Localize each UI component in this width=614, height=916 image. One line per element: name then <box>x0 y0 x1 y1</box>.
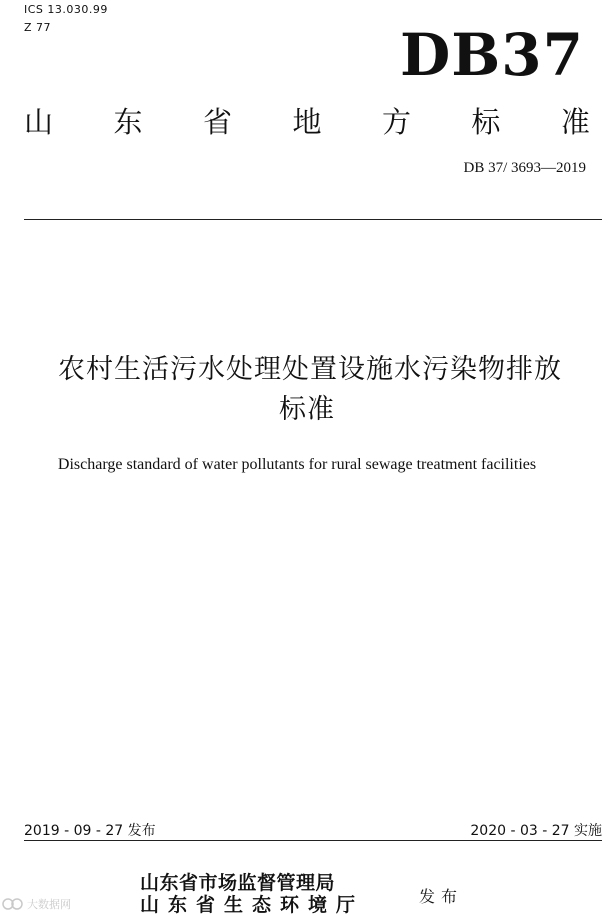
heading-char: 准 <box>560 105 590 139</box>
db37-logo: DB37 <box>399 21 584 89</box>
heading-char: 地 <box>292 105 322 139</box>
standard-number: DB 37/ 3693—2019 <box>463 160 586 176</box>
title-line-1: 农村生活污水处理处置设施水污染物排放 <box>58 354 562 385</box>
heading-char: 东 <box>113 105 143 139</box>
document-title-english: Discharge standard of water pollutants for rural sewage treatment facilities <box>57 456 537 473</box>
watermark-logo-icon <box>2 897 24 911</box>
issuer-ecology-environment: 山东省生态环境厅 <box>140 894 365 916</box>
standard-category-heading <box>24 104 590 140</box>
document-title-chinese <box>0 350 614 430</box>
heading-char: 省 <box>202 105 232 139</box>
heading-char: 标 <box>471 105 501 139</box>
issue-date: 2019 - 09 - 27 发布 <box>24 823 156 839</box>
ccs-code: Z 77 <box>24 21 52 34</box>
footer-divider <box>24 840 602 841</box>
watermark-text: 大数据网 <box>27 898 71 911</box>
issuing-authorities <box>140 872 364 916</box>
watermark <box>2 896 71 912</box>
title-line-2: 标准 <box>279 394 335 425</box>
heading-char: 山 <box>24 105 54 139</box>
header-divider <box>24 219 602 220</box>
heading-char: 方 <box>381 105 411 139</box>
implementation-date: 2020 - 03 - 27 实施 <box>470 823 602 839</box>
issuer-market-regulation: 山东省市场监督管理局 <box>140 872 336 894</box>
release-label: 发布 <box>419 887 464 906</box>
ics-code: ICS 13.030.99 <box>24 3 108 16</box>
